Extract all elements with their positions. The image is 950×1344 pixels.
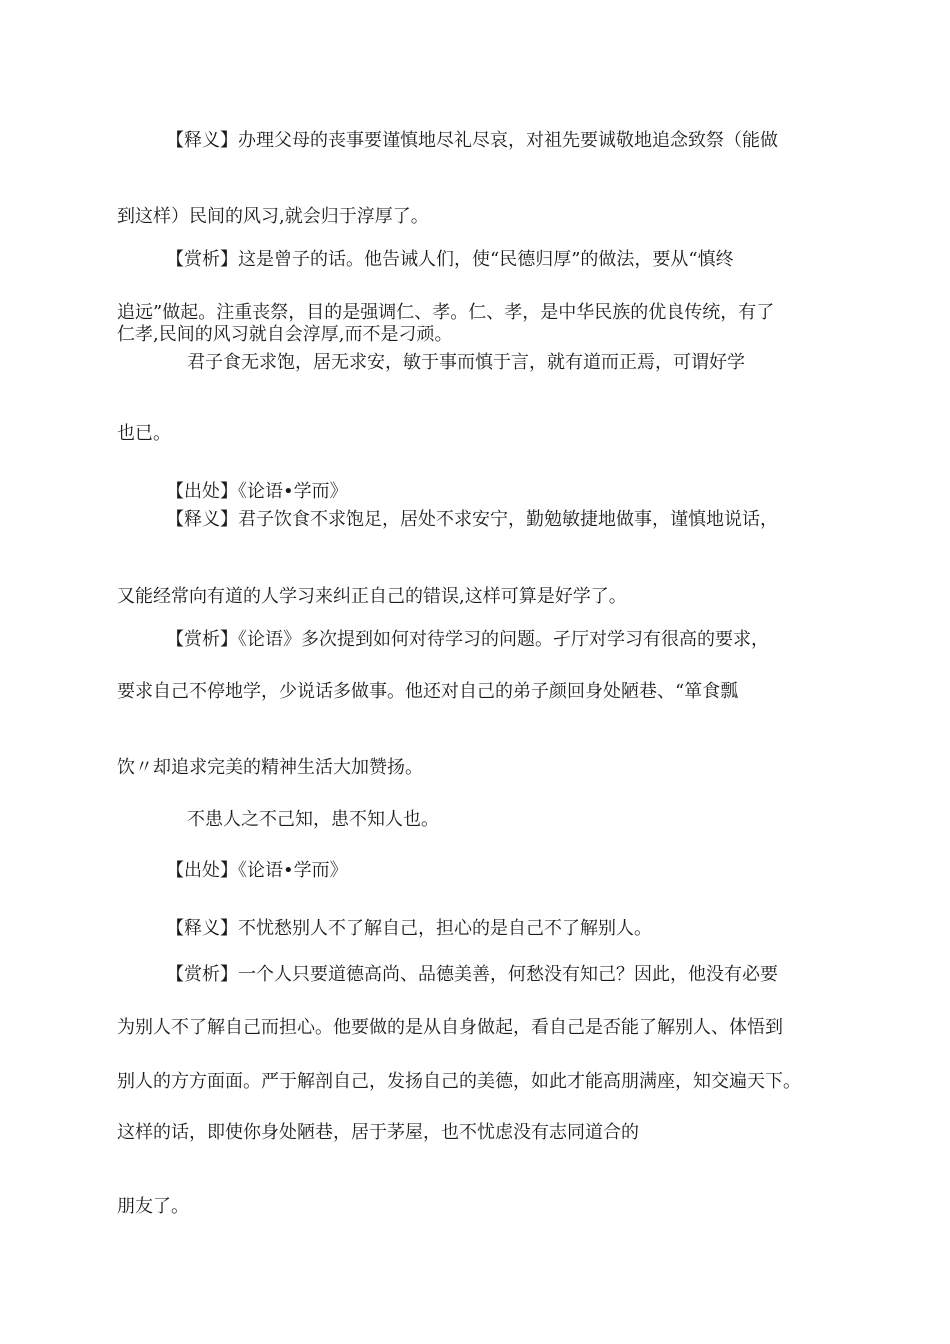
text-line: 饮〃却追求完美的精神生活大加赞扬。: [117, 757, 423, 778]
text-line: 【释义】君子饮食不求饱足，居处不求安宁，勤勉敏捷地做事，谨慎地说话，: [166, 509, 778, 530]
text-line: 追远”做起。注重丧祭，目的是强调仁、孝。仁、孝，是中华民族的优良传统，有了: [117, 302, 775, 323]
quote-line: 不患人之不己知，患不知人也。: [187, 809, 439, 830]
source-line: 【出处】《论语•学而》: [166, 481, 348, 502]
text-line: 要求自己不停地学，少说话多做事。他还对自己的弟子颜回身处陋巷、“箪食瓢: [117, 681, 739, 702]
text-line: 【释义】办理父母的丧事要谨慎地尽礼尽哀，对祖先要诚敬地追念致祭（能做: [166, 130, 778, 151]
text-line: 朋友了。: [117, 1196, 189, 1217]
text-line: 到这样）民间的风习,就会归于淳厚了。: [117, 206, 429, 227]
quote-line: 君子食无求饱，居无求安，敏于事而慎于言，就有道而正焉，可谓好学: [187, 352, 745, 373]
text-line: 【赏析】《论语》多次提到如何对待学习的问题。孑厅对学习有很高的要求，: [166, 629, 769, 650]
text-line: 别人的方方面面。严于解剖自己，发扬自己的美德，如此才能高朋满座，知交遍天下。: [117, 1071, 801, 1092]
text-line: 这样的话，即使你身处陋巷，居于茅屋，也不忧虑没有志同道合的: [117, 1122, 639, 1143]
text-line: 【赏析】这是曾子的话。他告诫人们，使“民德归厚”的做法，要从“慎终: [166, 249, 734, 270]
text-line: 又能经常向有道的人学习来纠正自己的错误,这样可算是好学了。: [117, 586, 627, 607]
text-line: 【释义】不忧愁别人不了解自己，担心的是自己不了解别人。: [166, 918, 652, 939]
text-line: 为别人不了解自己而担心。他要做的是从自身做起，看自己是否能了解别人、体悟到: [117, 1017, 783, 1038]
quote-line: 也已。: [117, 423, 171, 444]
source-line: 【出处】《论语•学而》: [166, 860, 348, 881]
text-line: 仁孝,民间的风习就自会淳厚,而不是刁顽。: [117, 324, 453, 345]
text-line: 【赏析】一个人只要道德高尚、品德美善，何愁没有知己？因此，他没有必要: [166, 964, 778, 985]
